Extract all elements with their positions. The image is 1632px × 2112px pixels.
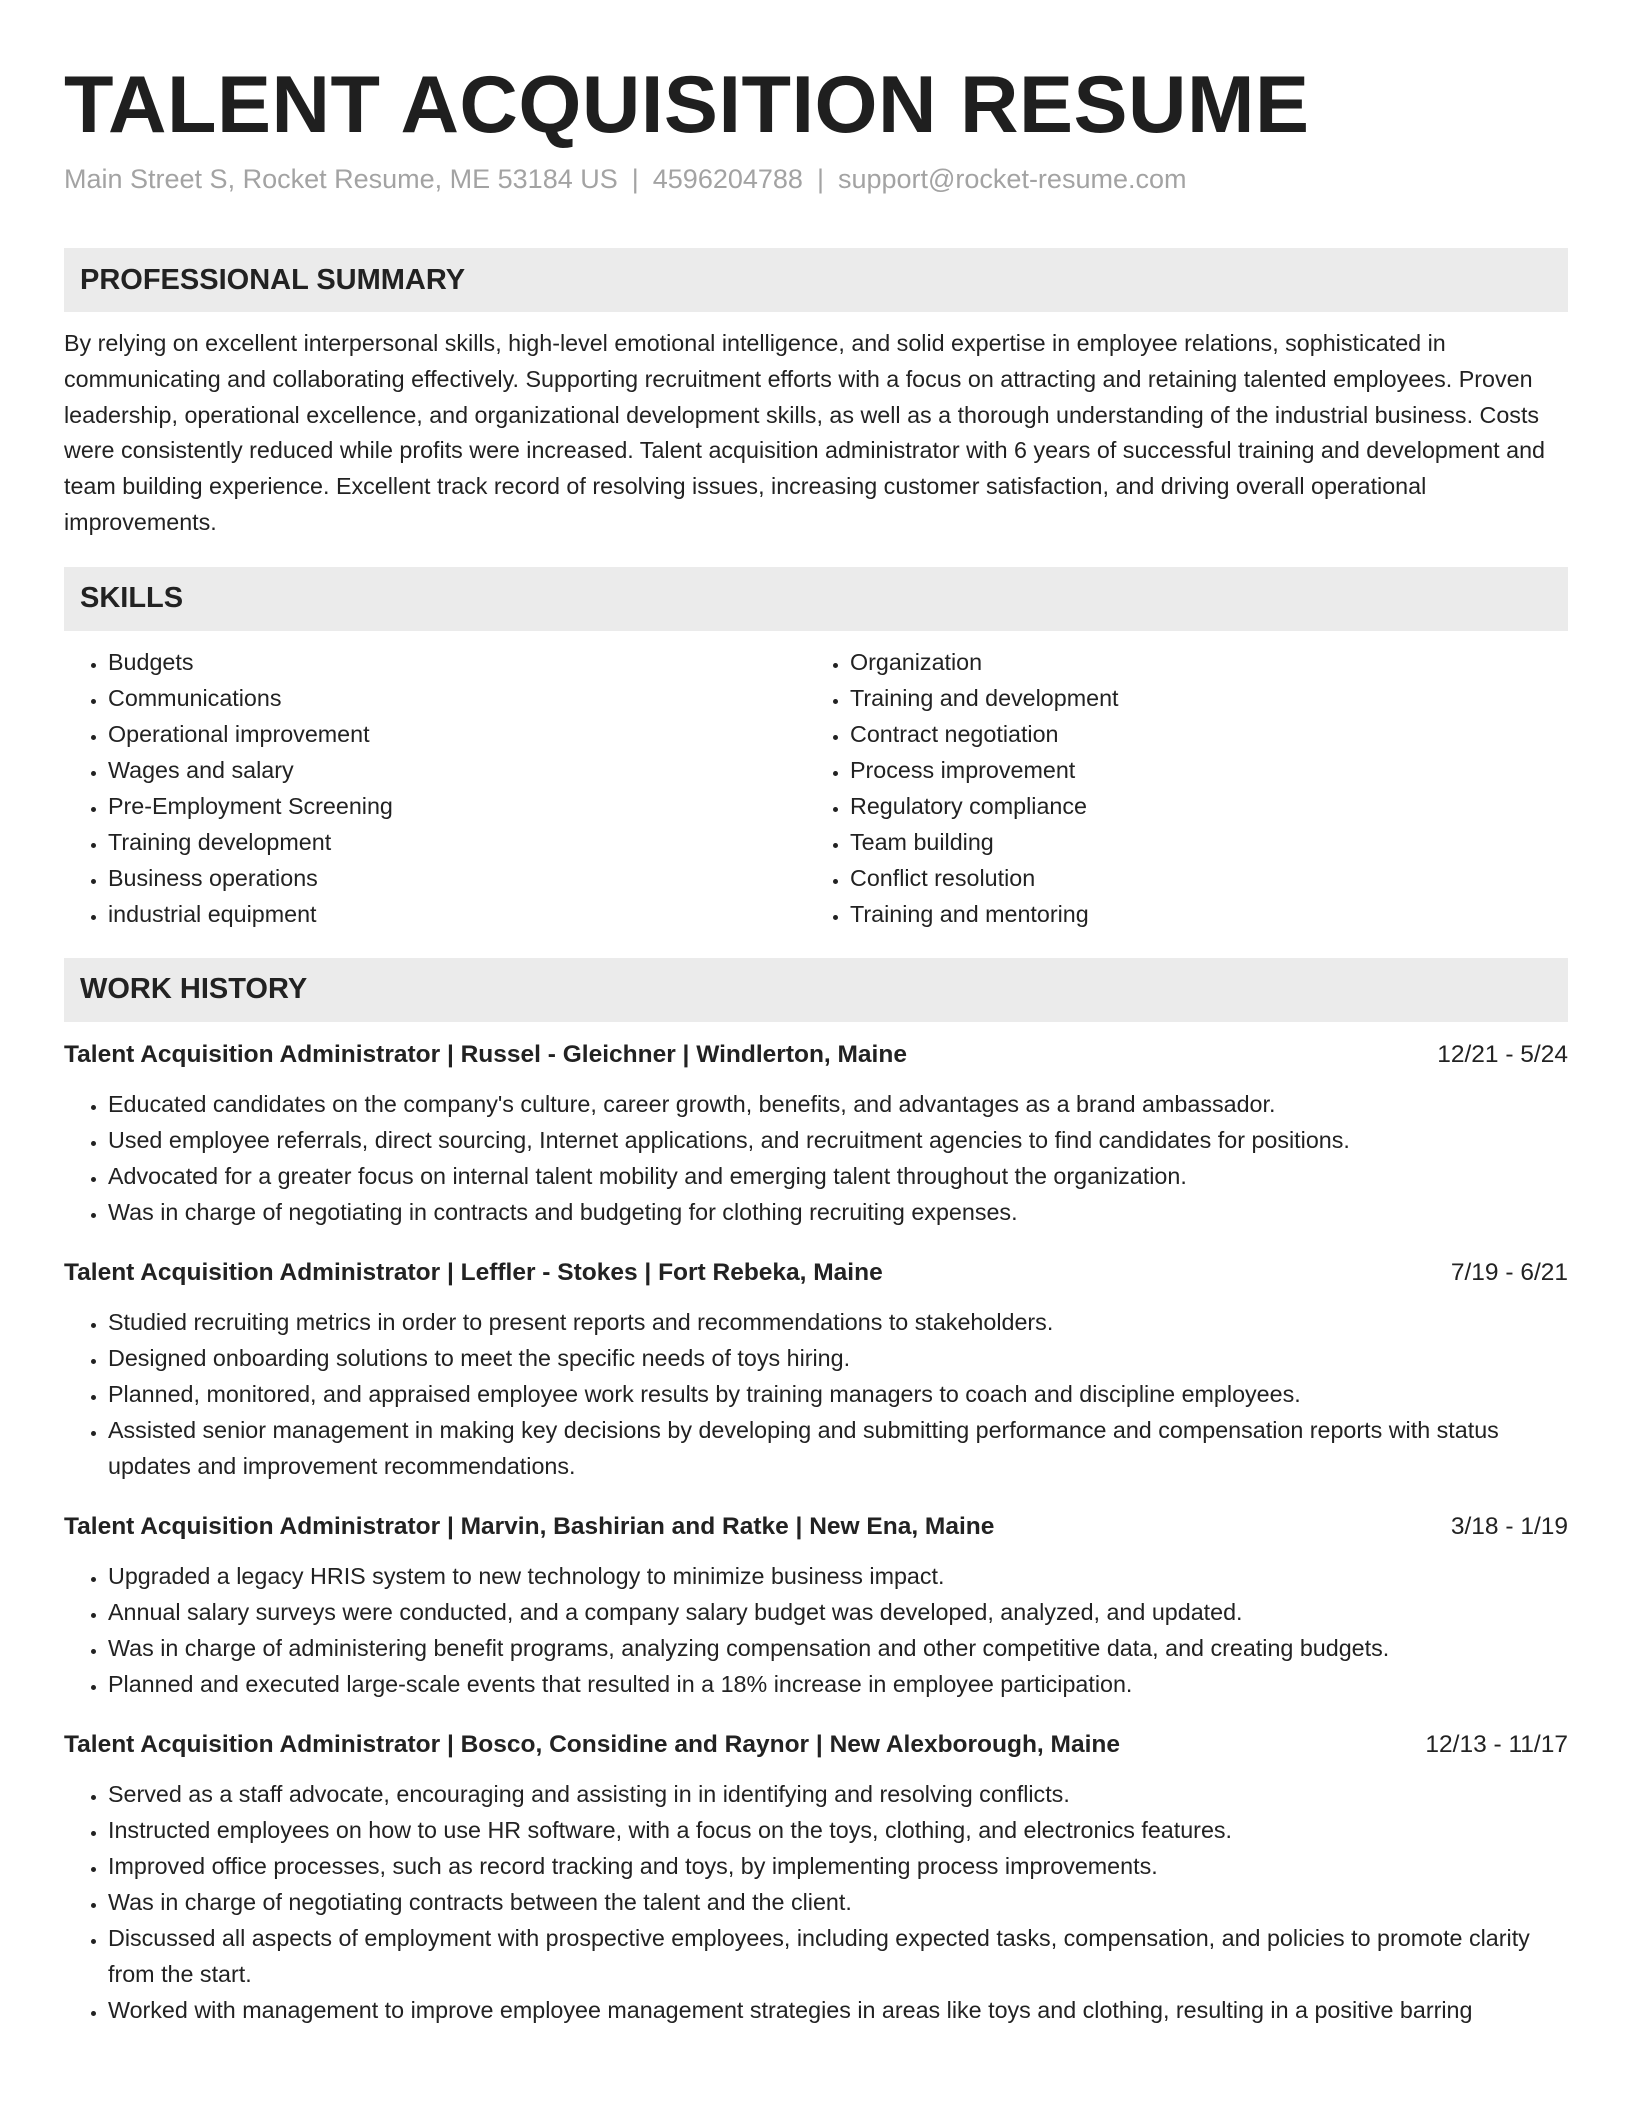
job-bullet: • Instructed employees on how to use HR software, with a focus on the toys, clothing, and electronics features. (108, 1812, 1568, 1848)
job-bullet: • Was in charge of negotiating contracts between the talent and the client. (108, 1884, 1568, 1920)
job-bullet: • Discussed all aspects of employment with prospective employees, including expected tasks, compensation, and policies to promote clarity from the start. (108, 1920, 1568, 1992)
skill-item: • Budgets (108, 644, 806, 680)
skills-column-left (64, 644, 806, 932)
contact-separator: | (816, 164, 824, 194)
job-bullet: • Served as a staff advocate, encouraging and assisting in in identifying and resolving conflicts. (108, 1776, 1568, 1812)
skill-item: • Operational improvement (108, 716, 806, 752)
job-entry (64, 1728, 1568, 2028)
job-bullet: • Upgraded a legacy HRIS system to new technology to minimize business impact. (108, 1558, 1568, 1594)
job-bullet: • Was in charge of administering benefit programs, analyzing compensation and other competitive data, and creating budgets. (108, 1630, 1568, 1666)
section-header-skills: SKILLS (64, 567, 1568, 631)
job-header (64, 1728, 1568, 1762)
skill-item: • Business operations (108, 860, 806, 896)
job-dates: 12/21 - 5/24 (1437, 1040, 1568, 1068)
section-header-summary: PROFESSIONAL SUMMARY (64, 248, 1568, 312)
job-bullet: • Assisted senior management in making key decisions by developing and submitting performance and compensation reports with status updates and improvement recommendations. (108, 1412, 1568, 1484)
job-title: Talent Acquisition Administrator | Marvin, Bashirian and Ratke | New Ena, Maine (64, 1512, 995, 1540)
job-bullets (64, 1086, 1568, 1230)
job-bullet: • Designed onboarding solutions to meet the specific needs of toys hiring. (108, 1340, 1568, 1376)
skill-item: • Team building (850, 824, 1548, 860)
job-title: Talent Acquisition Administrator | Russel - Gleichner | Windlerton, Maine (64, 1040, 907, 1068)
job-bullets (64, 1776, 1568, 2028)
job-bullet: • Annual salary surveys were conducted, and a company salary budget was developed, analyzed, and updated. (108, 1594, 1568, 1630)
skill-item: • Conflict resolution (850, 860, 1548, 896)
skills-column-right (806, 644, 1548, 932)
contact-phone: 4596204788 (652, 164, 803, 194)
job-entry (64, 1256, 1568, 1484)
resume-title: TALENT ACQUISITION RESUME (64, 60, 1310, 150)
job-bullets (64, 1304, 1568, 1484)
job-bullet: • Improved office processes, such as record tracking and toys, by implementing process improvements. (108, 1848, 1568, 1884)
skill-item: • Training and development (850, 680, 1548, 716)
job-entry (64, 1038, 1568, 1230)
job-bullet: • Planned, monitored, and appraised employee work results by training managers to coach and discipline employees. (108, 1376, 1568, 1412)
job-bullet: • Studied recruiting metrics in order to present reports and recommendations to stakeholders. (108, 1304, 1568, 1340)
job-dates: 12/13 - 11/17 (1425, 1730, 1568, 1758)
skill-item: • Contract negotiation (850, 716, 1548, 752)
skill-item: • Pre-Employment Screening (108, 788, 806, 824)
contact-separator: | (631, 164, 639, 194)
job-header (64, 1510, 1568, 1544)
job-bullet: • Planned and executed large-scale events that resulted in a 18% increase in employee participation. (108, 1666, 1568, 1702)
job-bullet: • Educated candidates on the company's culture, career growth, benefits, and advantages as a brand ambassador. (108, 1086, 1568, 1122)
skill-item: • Wages and salary (108, 752, 806, 788)
job-bullet: • Used employee referrals, direct sourcing, Internet applications, and recruitment agencies to find candidates for positions. (108, 1122, 1568, 1158)
section-header-work-history: WORK HISTORY (64, 958, 1568, 1022)
skill-item: • Organization (850, 644, 1548, 680)
summary-text: By relying on excellent interpersonal skills, high-level emotional intelligence, and solid expertise in employee relations, sophisticated in communicating and collaborating effectively. Supporting recruitment efforts with a focus on attracting and retaining talented employees. Proven leadership, operational excellence, and organizational development skills, as well as a thorough understanding of the industrial business. Costs were consistently reduced while profits were increased. Talent acquisition administrator with 6 years of successful training and development and team building experience. Excellent track record of resolving issues, increasing customer satisfaction, and driving overall operational improvements. (64, 330, 1545, 535)
job-bullet: • Was in charge of negotiating in contracts and budgeting for clothing recruiting expenses. (108, 1194, 1568, 1230)
job-dates: 7/19 - 6/21 (1450, 1258, 1568, 1286)
job-dates: 3/18 - 1/19 (1450, 1512, 1568, 1540)
resume-page (64, 0, 1568, 2028)
job-bullets (64, 1558, 1568, 1702)
job-title: Talent Acquisition Administrator | Bosco, Considine and Raynor | New Alexborough, Maine (64, 1730, 1120, 1758)
contact-address: Main Street S, Rocket Resume, ME 53184 US (64, 164, 618, 194)
skill-item: • Communications (108, 680, 806, 716)
job-entry (64, 1510, 1568, 1702)
skills-grid (64, 644, 1568, 932)
contact-email: support@rocket-resume.com (837, 164, 1187, 194)
job-title: Talent Acquisition Administrator | Leffler - Stokes | Fort Rebeka, Maine (64, 1258, 883, 1286)
skill-item: • Training development (108, 824, 806, 860)
skill-item: • Regulatory compliance (850, 788, 1548, 824)
skill-item: • Training and mentoring (850, 896, 1548, 932)
job-bullet: • Advocated for a greater focus on internal talent mobility and emerging talent throughout the organization. (108, 1158, 1568, 1194)
job-bullet: • Worked with management to improve employee management strategies in areas like toys and clothing, resulting in a positive barring (108, 1992, 1568, 2028)
job-header (64, 1038, 1568, 1072)
contact-line (64, 162, 1568, 196)
job-header (64, 1256, 1568, 1290)
skill-item: • industrial equipment (108, 896, 806, 932)
skill-item: • Process improvement (850, 752, 1548, 788)
